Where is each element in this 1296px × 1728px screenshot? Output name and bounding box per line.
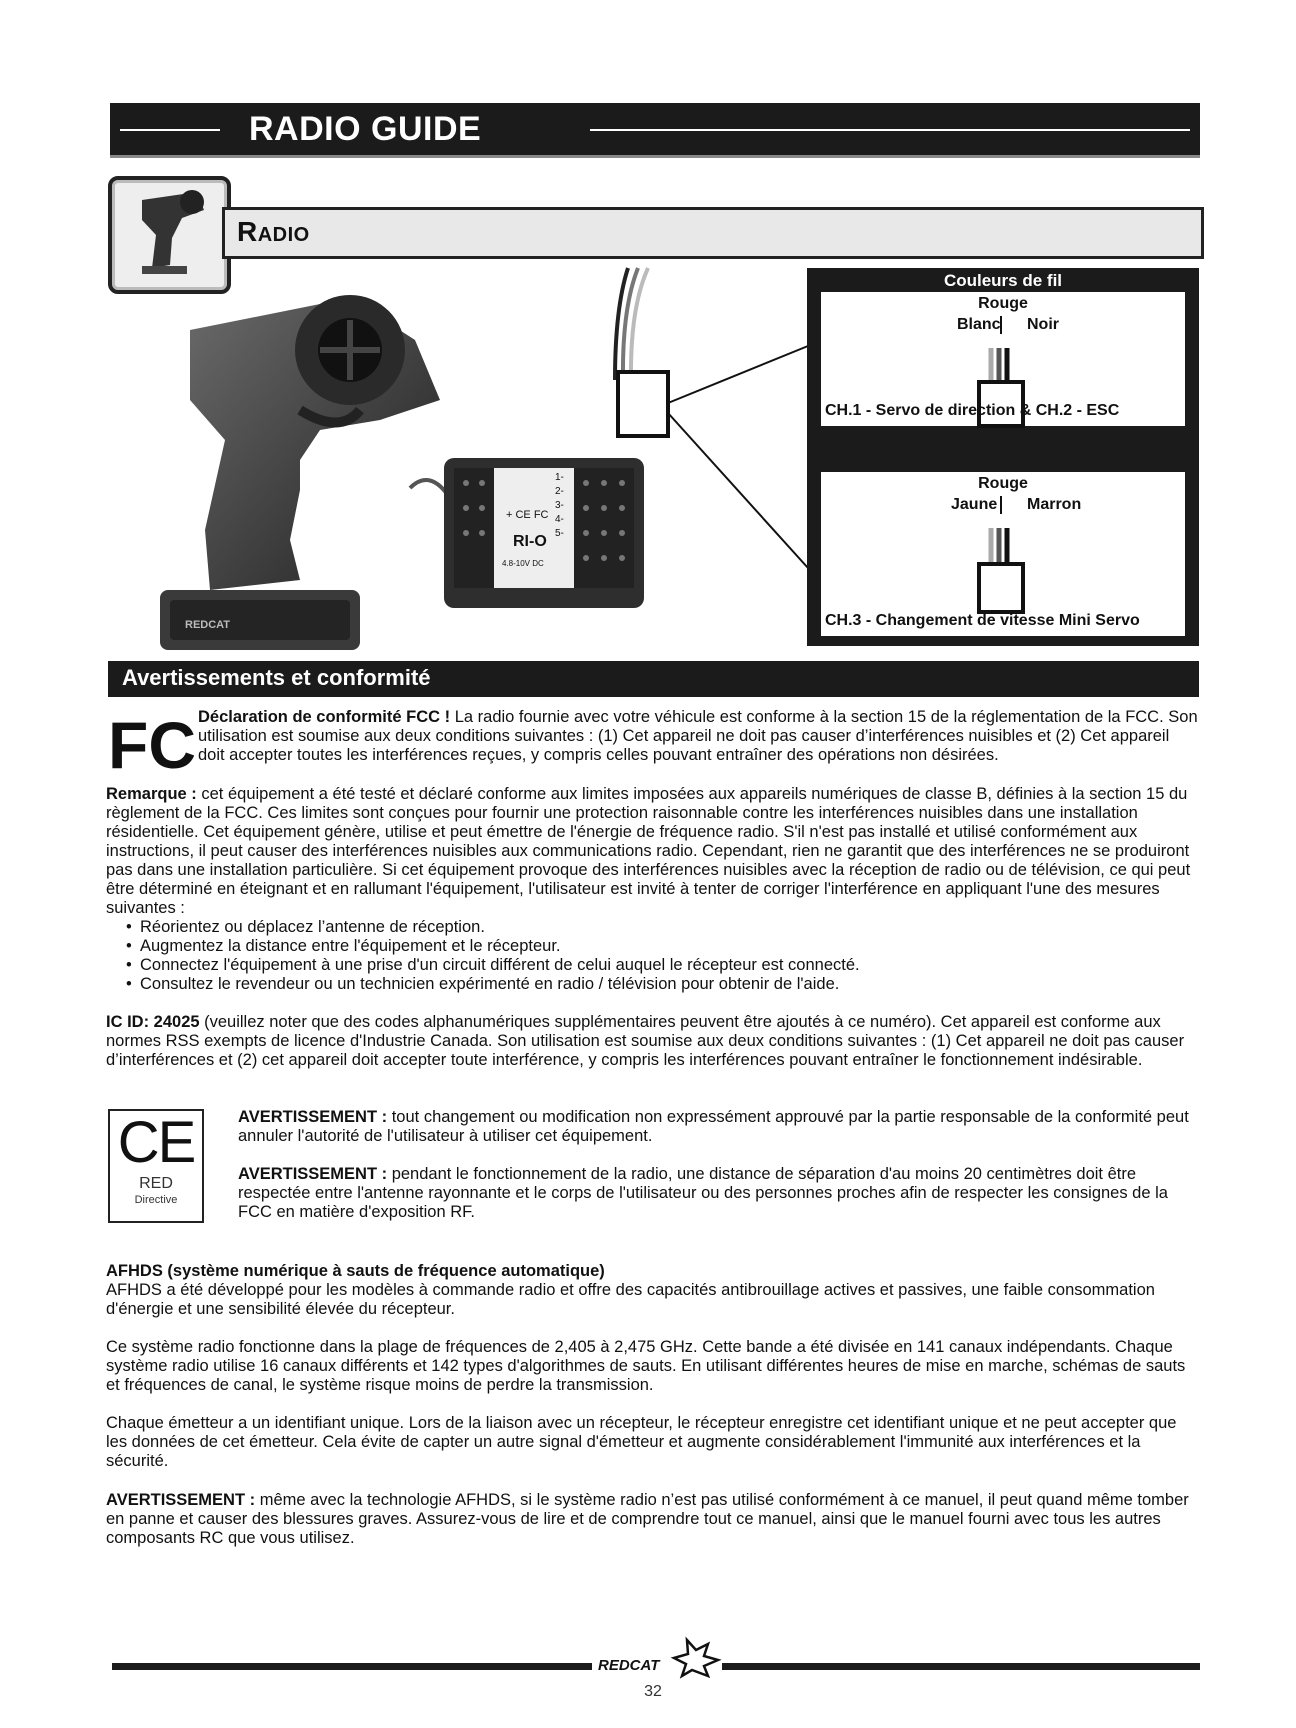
wire-label-rouge: Rouge [978, 295, 1028, 312]
wire-panel-title: Couleurs de fil [943, 271, 1063, 290]
remarque-heading: Remarque : [106, 785, 197, 803]
ce-directive-label: Directive [134, 1194, 178, 1206]
wire-label-noir: Noir [1027, 316, 1059, 333]
list-item: • Connectez l'équipement à une prise d'un circuit différent de celui auquel le récepteur est connecté. [122, 956, 1200, 975]
afhds-identifier-paragraph: Chaque émetteur a un identifiant unique. Lors de la liaison avec un récepteur, le récepteur enregistre cet identifiant unique et ne peut accepter que les données de cet émetteur. Cela évite de capter un autre signal d'émetteur et augmente considérablement l'immunité aux interférences et la sécurité. [106, 1414, 1177, 1470]
redcat-logo-icon [592, 1636, 724, 1680]
list-item: • Consultez le revendeur ou un technicien expérimenté en radio / télévision pour obtenir de l'aide. [122, 975, 1200, 994]
warning-text: même avec la technologie AFHDS, si le système radio n’est pas utilisé conformément à ce manuel, il peut quand même tomber en panne et causer des blessures graves. Assurez-vous de lire et de comprendre tout ce manuel, ainsi que le manuel fourni avec tous les autres composants RC que vous utilisez. [106, 1491, 1189, 1547]
warning-modification [238, 1108, 1200, 1146]
afhds-frequency-paragraph: Ce système radio fonctionne dans la plage de fréquences de 2,405 à 2,475 GHz. Cette bande a été divisée en 141 canaux indépendants. Chaque système radio utilise 16 canaux différents et 142 types d'algorithmes de sauts. En utilisant différentes heures de mise en marche, schémas de sauts et fréquences de canal, le système risque moins de perdre la transmission. [106, 1338, 1186, 1394]
wire-label-blanc: Blanc [957, 316, 1001, 333]
warning-heading: AVERTISSEMENT : [106, 1491, 256, 1509]
connector-ch3 [971, 494, 1031, 612]
warning-rf-exposure [238, 1165, 1200, 1222]
channel-label: 3- [555, 500, 564, 511]
warning-heading: AVERTISSEMENT : [238, 1108, 388, 1126]
footer-rule-left [112, 1663, 592, 1670]
ce-red-label: RED [139, 1175, 173, 1192]
fcc-logo-icon [108, 708, 196, 782]
footer-logo-text: REDCAT [598, 1657, 660, 1674]
warning-text: tout changement ou modification non expressément approuvé par la partie responsable de la conformité peut annuler l'autorité de l'utilisateur à utiliser cet équipement. [238, 1108, 1189, 1145]
wire-diagram-ch1 [821, 292, 1185, 426]
radio-section-header [222, 207, 1204, 259]
warnings-section-header [108, 661, 1199, 697]
fcc-heading: Déclaration de conformité FCC ! [198, 708, 451, 726]
warnings-section-title: Avertissements et conformité [122, 665, 431, 690]
receiver-power: 4.8-10V DC [502, 559, 544, 568]
warning-afhds [106, 1491, 1200, 1548]
list-item: • Augmentez la distance entre l'équipement et le récepteur. [122, 937, 1200, 956]
receiver-model: RI-O [513, 533, 547, 550]
afhds-p1: AFHDS a été développé pour les modèles à commande radio et offre des capacités antibrouillage actives et passives, une faible consommation d'énergie et une sensibilité élevée du récepteur. [106, 1281, 1155, 1318]
wire-caption-ch1: CH.1 - Servo de direction & CH.2 - ESC [825, 402, 1120, 419]
receiver-image [410, 268, 810, 628]
channel-label: 1- [555, 472, 564, 483]
channel-label: 5- [555, 528, 564, 539]
transmitter-brand: REDCAT [185, 619, 231, 631]
fcc-text: La radio fournie avec votre véhicule est conforme à la section 15 de la réglementation de la FCC. Son utilisation est soumise aux deux conditions suivantes : (1) Cet appareil ne doit pas causer d’interférences nuisibles et (2) Cet appareil doit accepter toutes les interférences reçues, y compris celles pouvant entraîner des opérations non désirées. [198, 708, 1198, 764]
receiver-marks: + CE FC [506, 509, 549, 521]
wire-label-rouge: Rouge [978, 475, 1028, 492]
warning-heading: AVERTISSEMENT : [238, 1165, 388, 1183]
warning-text: pendant le fonctionnement de la radio, une distance de séparation d'au moins 20 centimètres doit être respectée entre l'antenne rayonnante et le corps de l'utilisateur ou des personnes proches afin de respecter les consignes de la FCC en matière d'exposition RF. [238, 1165, 1168, 1221]
wire-caption-ch3: CH.3 - Changement de vitesse Mini Servo [825, 612, 1140, 629]
ce-red-logo [108, 1109, 204, 1223]
page-title: RADIO GUIDE [235, 108, 495, 150]
header-underline [110, 155, 1200, 158]
fcc-logo-text: FC [108, 708, 196, 782]
channel-label: 4- [555, 514, 564, 525]
fcc-declaration [198, 708, 1198, 765]
remarque-text: cet équipement a été testé et déclaré conforme aux limites imposées aux appareils numériques de classe B, définies à la section 15 du règlement de la FCC. Ces limites sont conçues pour fournir une protection raisonnable contre les interférences nuisibles dans une installation résidentielle. Cet équipement génère, utilise et peut émettre de l'énergie de fréquence radio. S'il n'est pas installé et utilisé conformément aux instructions, il peut causer des interférences nuisibles aux communications radio. Cependant, rien ne garantit que des interférences ne se produiront pas dans une installation particulière. Si cet équipement provoque des interférences nuisibles avec la réception de radio ou de télévision, ce qui peut être déterminé en éteignant et en rallumant l'équipement, l'utilisateur est invité à tenter de corriger l'interférence en appliquant l'une des mesures suivantes : [106, 785, 1191, 917]
afhds-heading: AFHDS (système numérique à sauts de fréquence automatique) [106, 1262, 605, 1280]
wire-color-panel [807, 268, 1199, 646]
icid-heading: IC ID: 24025 [106, 1013, 200, 1031]
list-item: • Réorientez ou déplacez l’antenne de réception. [122, 918, 1200, 937]
wire-label-jaune: Jaune [951, 496, 998, 513]
remarque-paragraph [106, 785, 1200, 994]
icid-text: (veuillez noter que des codes alphanumériques supplémentaires peuvent être ajoutés à ce numéro). Cet appareil est conforme aux normes RSS exempts de licence d'Industrie Canada. Son utilisation est soumise aux deux conditions suivantes : (1) Cet appareil ne doit pas causer d’interférences et (2) cet appareil doit accepter toute interférence, y compris les interférences pouvant entraîner le fonctionnement indésirable. [106, 1013, 1185, 1069]
wire-diagram-ch3 [821, 472, 1185, 636]
page-number: 32 [644, 1683, 662, 1700]
radio-section-icon [108, 176, 231, 294]
transmitter-icon [112, 180, 227, 290]
radio-section-title: Radio [237, 216, 310, 247]
wire-label-marron: Marron [1027, 496, 1082, 513]
header-bar [110, 103, 1200, 155]
channel-label: 2- [555, 486, 564, 497]
footer-rule-right [722, 1663, 1200, 1670]
afhds-intro [106, 1262, 1200, 1319]
ce-mark: CE [117, 1110, 195, 1175]
remarque-measures-list [122, 918, 1200, 994]
icid-paragraph [106, 1013, 1200, 1070]
